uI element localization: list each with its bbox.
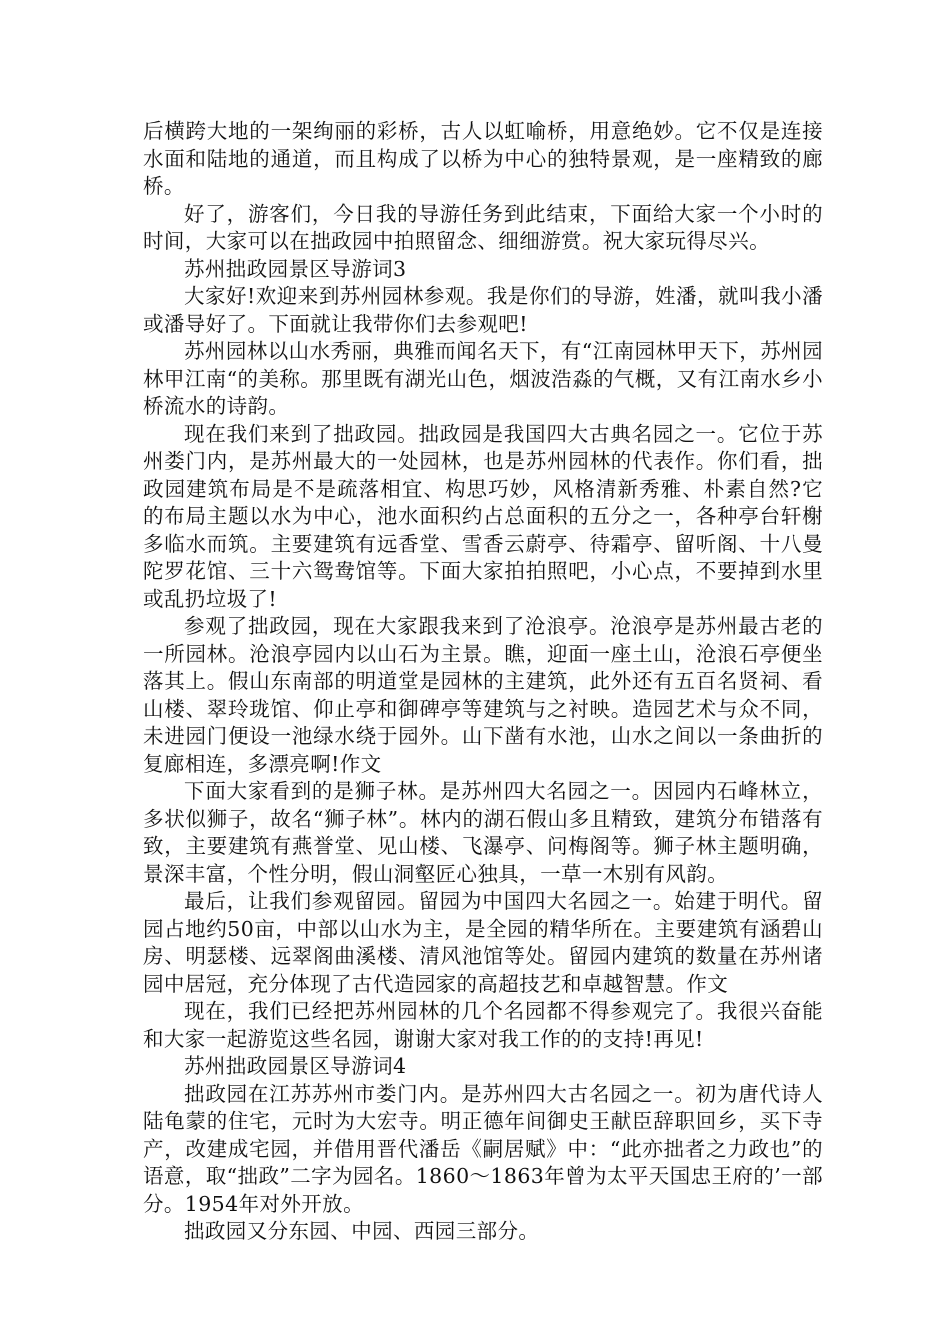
paragraph-canglang-pavilion: 参观了拙政园，现在大家跟我来到了沧浪亭。沧浪亭是苏州最古老的一所园林。沧浪亭园内以山石为主景。瞧，迎面一座土山，沧浪石亭便坐落其上。假山东南部的明道堂是园林的主建筑，此外还有五百名贤祠、看山楼、翠玲珑馆、仰止亭和御碑亭等建筑与之衬映。造园艺术与众不同，未进园门便设一池绿水绕于园外。山下凿有水池，山水之间以一条曲折的复廊相连，多漂亮啊!作文 <box>143 614 823 776</box>
paragraph-three-parts: 拙政园又分东园、中园、西园三部分。 <box>184 1219 540 1243</box>
paragraph-bridge-intro: 后横跨大地的一架绚丽的彩桥，古人以虹喻桥，用意绝妙。它不仅是连接水面和陆地的通道，而且构成了以桥为中心的独特景观，是一座精致的廊桥。 <box>143 119 823 198</box>
paragraph-closing-2: 好了，游客们，今日我的导游任务到此结束，下面给大家一个小时的时间，大家可以在拙政园中拍照留念、细细游赏。祝大家玩得尽兴。 <box>143 201 823 253</box>
paragraph-welcome: 大家好!欢迎来到苏州园林参观。我是你们的导游，姓潘，就叫我小潘或潘导好了。下面就让我带你们去参观吧! <box>143 284 823 336</box>
paragraph-lingering-garden: 最后，让我们参观留园。留园为中国四大名园之一。始建于明代。留园占地约50亩，中部以山水为主，是全园的精华所在。主要建筑有涵碧山房、明瑟楼、远翠阁曲溪楼、清风池馆等处。留园内建筑的数量在苏州诸园中居冠，充分体现了古代造园家的高超技艺和卓越智慧。作文 <box>143 889 823 996</box>
paragraph-lion-grove: 下面大家看到的是狮子林。是苏州四大名园之一。因园内石峰林立，多状似狮子，故名“狮子林”。林内的湖石假山多且精致，建筑分布错落有致，主要建筑有燕誉堂、见山楼、飞瀑亭、问梅阁等。狮子林主题明确，景深丰富，个性分明，假山洞壑匠心独具，一草一木别有风韵。 <box>143 779 823 886</box>
section-heading-4: 苏州拙政园景区导游词4 <box>184 1054 407 1078</box>
paragraph-farewell: 现在，我们已经把苏州园林的几个名园都不得参观完了。我很兴奋能和大家一起游览这些名园，谢谢大家对我工作的的支持!再见! <box>143 999 823 1051</box>
paragraph-suzhou-gardens: 苏州园林以山水秀丽，典雅而闻名天下，有“江南园林甲天下，苏州园林甲江南“的美称。那里既有湖光山色，烟波浩淼的气概，又有江南水乡小桥流水的诗韵。 <box>143 339 823 418</box>
section-heading-3: 苏州拙政园景区导游词3 <box>184 256 407 281</box>
document-body <box>143 118 823 1246</box>
paragraph-history: 拙政园在江苏苏州市娄门内。是苏州四大古名园之一。初为唐代诗人陆龟蒙的住宅，元时为大宏寺。明正德年间御史王献臣辞职回乡，买下寺产，改建成宅园，并借用晋代潘岳《嗣居赋》中：“此亦拙者之力政也”的语意，取“拙政”二字为园名。1860～1863年曾为太平天国忠王府的’一部分。1954年对外开放。 <box>143 1081 823 1216</box>
paragraph-zhuozheng-garden: 现在我们来到了拙政园。拙政园是我国四大古典名园之一。它位于苏州娄门内，是苏州最大的一处园林，也是苏州园林的代表作。你们看，拙政园建筑布局是不是疏落相宜、构思巧妙，风格清新秀雅、朴素自然?它的布局主题以水为中心，池水面积约占总面积的五分之一，各种亭台轩榭多临水而筑。主要建筑有远香堂、雪香云蔚亭、待霜亭、留听阁、十八曼陀罗花馆、三十六鸳鸯馆等。下面大家拍拍照吧，小心点，不要掉到水里或乱扔垃圾了! <box>143 421 823 611</box>
